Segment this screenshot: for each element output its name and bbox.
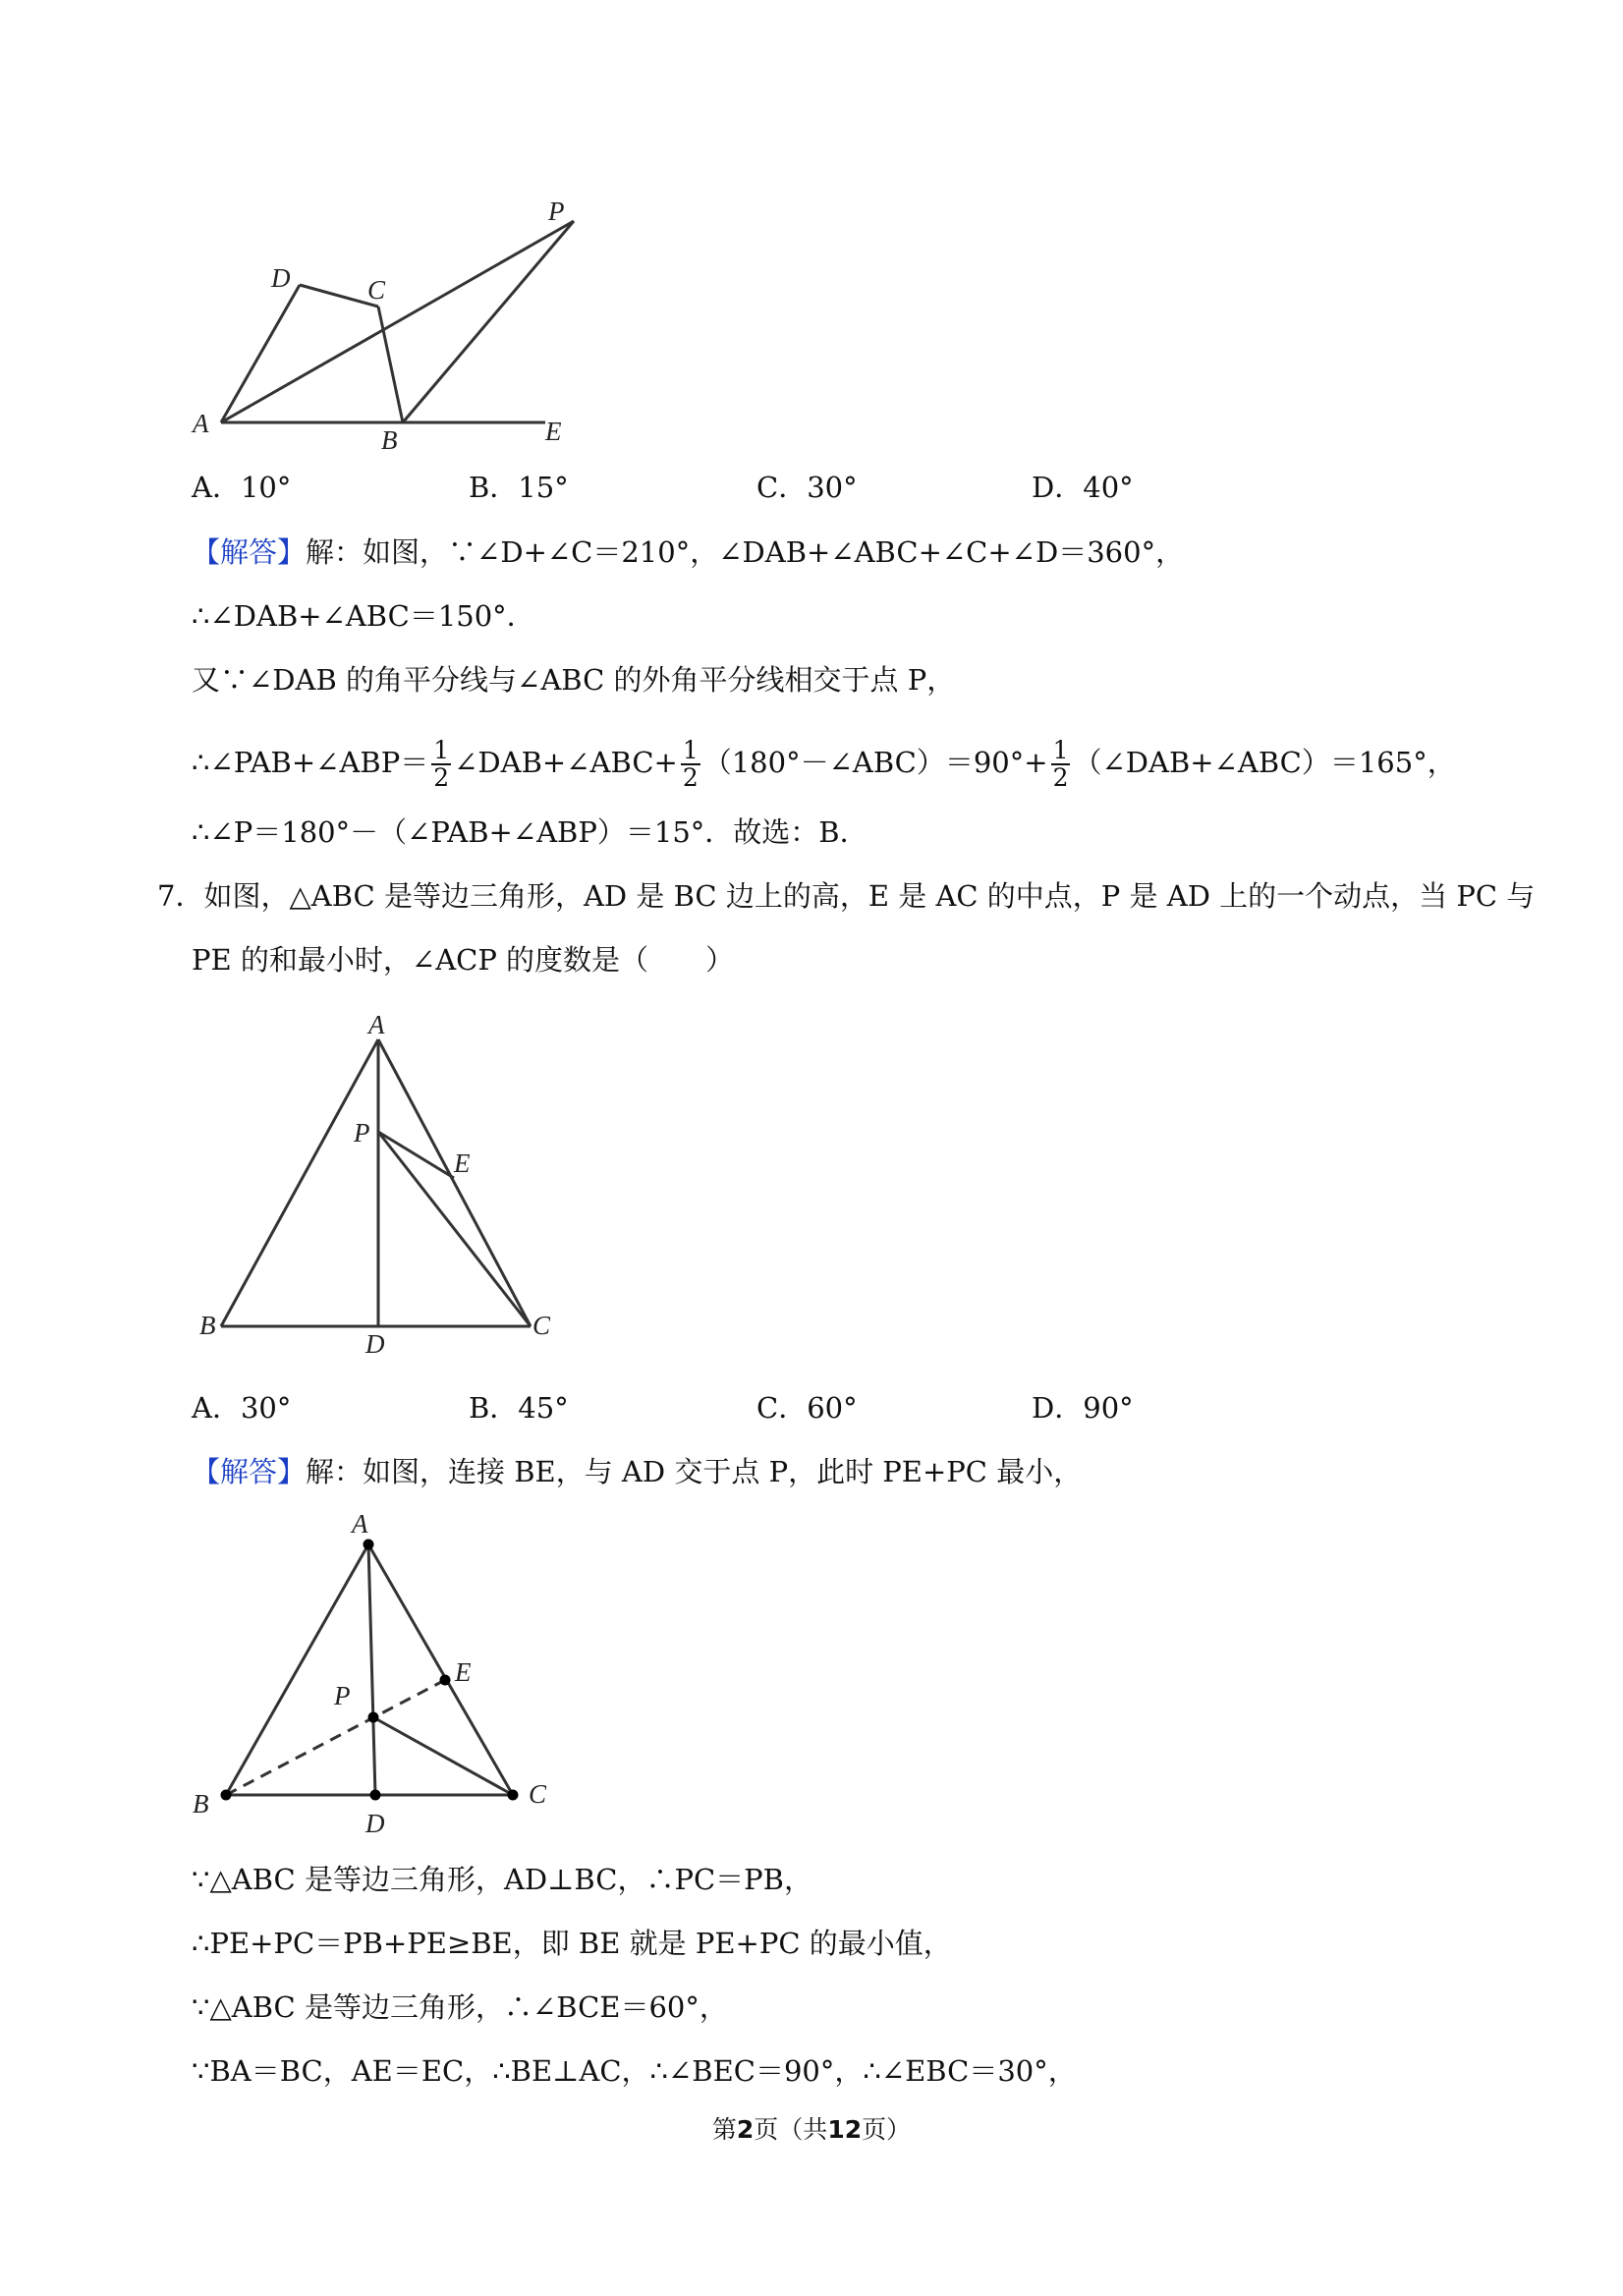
figure-solution-triangle (0, 1493, 688, 1847)
solution-tag: 【解答】 (192, 1455, 307, 1488)
q6-solution-line-4: ∴∠PAB+∠ABP＝ $\frac{1}{2}$ ∠DAB+∠ABC+ $\frac{1}{2}$ （180°－∠ABC）＝90°+ $\frac{1}{2}$ （∠DAB+∠ABC）＝165°， (192, 736, 1456, 792)
label-c: C (529, 1779, 547, 1809)
label-a: A (193, 409, 209, 438)
q7-solution-line-5: ∵BA＝BC，AE＝EC，∴BE⊥AC，∴∠BEC＝90°，∴∠EBC＝30°， (192, 2054, 1077, 2088)
solution-tag: 【解答】 (192, 535, 307, 569)
fraction-half: $\frac{1}{2}$ (682, 736, 699, 792)
q6-option-d: D．40° (1032, 471, 1134, 504)
q7-option-d: D．90° (1032, 1391, 1134, 1425)
q6-solution-line-1: 【解答】解：如图，∵∠D+∠C＝210°，∠DAB+∠ABC+∠C+∠D＝360°， (192, 535, 1185, 569)
q6-option-b: B．15° (469, 471, 569, 504)
page-footer: 第2页（共12页） (711, 2115, 912, 2144)
label-b: B (381, 425, 398, 455)
q6-solution-line-5: ∴∠P＝180°－（∠PAB+∠ABP）＝15°．故选：B． (192, 815, 868, 849)
q7-option-b: B．45° (469, 1391, 569, 1425)
label-p: P (548, 196, 565, 226)
label-p: P (354, 1118, 370, 1148)
fraction-half: $\frac{1}{2}$ (1052, 736, 1069, 792)
q7-stem-line-1: 7．如图，△ABC 是等边三角形，AD 是 BC 边上的高，E 是 AC 的中点，P 是 AD 上的一个动点，当 PC 与 (157, 879, 1536, 913)
label-e: E (454, 1148, 471, 1178)
label-e: E (545, 417, 562, 446)
label-c: C (532, 1311, 551, 1340)
q6-solution-line-3: 又∵∠DAB 的角平分线与∠ABC 的外角平分线相交于点 P， (192, 663, 956, 697)
figure-equilateral-triangle (0, 982, 688, 1395)
page-number: 2 (736, 2115, 755, 2144)
fraction-half: $\frac{1}{2}$ (433, 736, 450, 792)
label-a: A (352, 1509, 368, 1539)
q7-solution-line-1: 【解答】解：如图，连接 BE，与 AD 交于点 P，此时 PE+PC 最小， (192, 1455, 1083, 1488)
q6-solution-line-2: ∴∠DAB+∠ABC＝150°． (192, 599, 535, 633)
label-e: E (455, 1657, 472, 1687)
label-a: A (368, 1010, 385, 1039)
figure-quadrilateral (0, 0, 688, 472)
label-b: B (199, 1311, 216, 1340)
q7-solution-line-4: ∵△ABC 是等边三角形，∴∠BCE＝60°， (192, 1990, 728, 2024)
label-p: P (334, 1681, 351, 1710)
label-c: C (367, 275, 386, 305)
q6-option-a: A．10° (192, 471, 292, 504)
q6-option-c: C．30° (756, 471, 858, 504)
page-total: 12 (827, 2115, 863, 2144)
q7-solution-line-2: ∵△ABC 是等边三角形，AD⊥BC，∴PC＝PB， (192, 1863, 812, 1896)
q7-stem-line-2: PE 的和最小时，∠ACP 的度数是（ ） (192, 943, 735, 977)
label-d: D (365, 1329, 385, 1359)
q7-option-a: A．30° (192, 1391, 292, 1425)
label-d: D (271, 263, 291, 293)
q7-option-c: C．60° (756, 1391, 858, 1425)
label-b: B (193, 1789, 209, 1819)
label-d: D (365, 1809, 385, 1838)
q7-solution-line-3: ∴PE+PC＝PB+PE≥BE，即 BE 就是 PE+PC 的最小值， (192, 1927, 952, 1960)
